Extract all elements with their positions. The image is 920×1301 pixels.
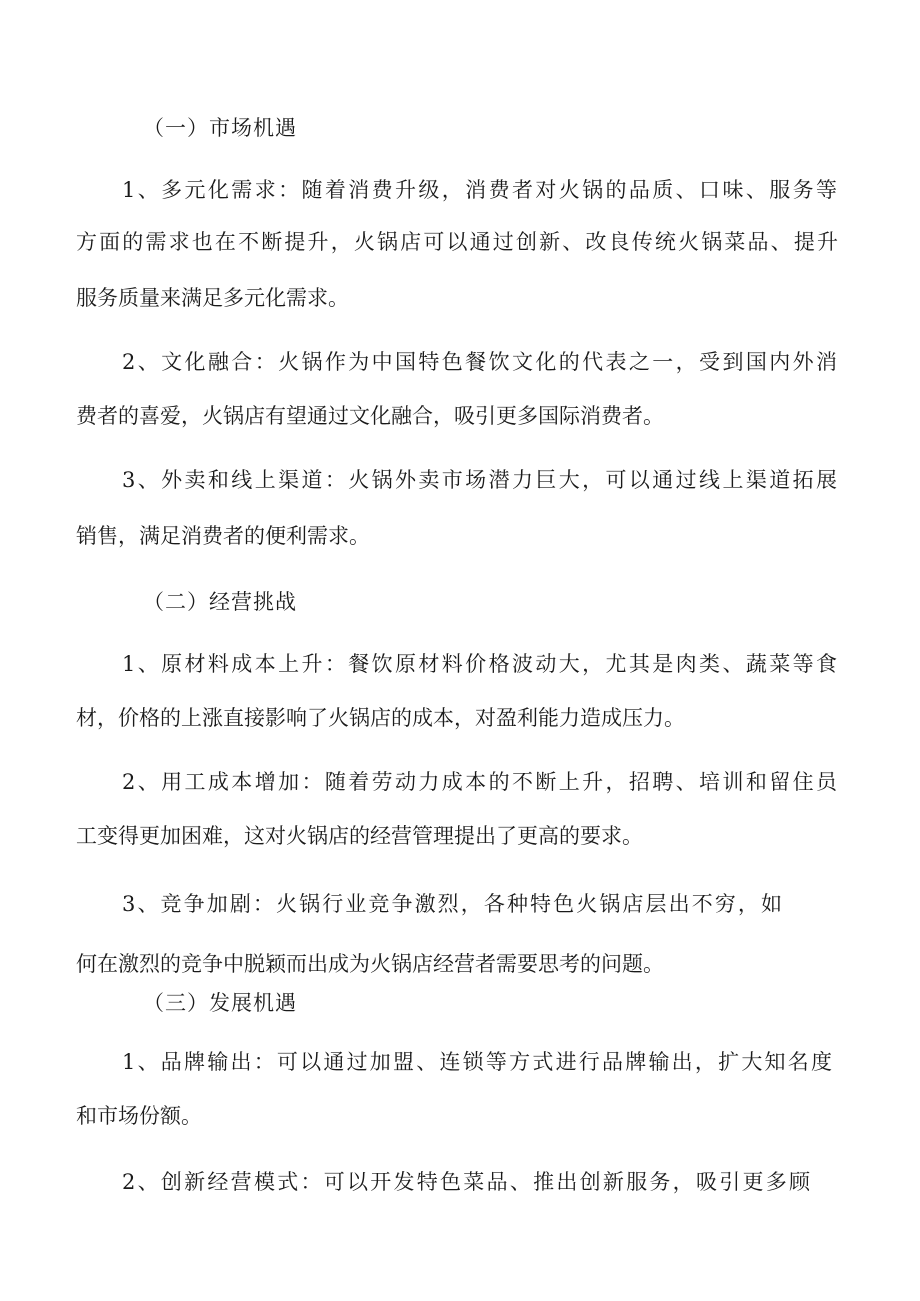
paragraph-line: 费者的喜爱，火锅店有望通过文化融合，吸引更多国际消费者。	[76, 404, 664, 428]
paragraph-line: 何在激烈的竞争中脱颖而出成为火锅店经营者需要思考的问题。	[76, 952, 664, 976]
paragraph-line: 2、用工成本增加：随着劳动力成本的不断上升，招聘、培训和留住员	[122, 770, 837, 794]
paragraph-line: 服务质量来满足多元化需求。	[76, 286, 349, 310]
paragraph-line: 销售，满足消费者的便利需求。	[76, 524, 370, 548]
paragraph-line: 1、原材料成本上升：餐饮原材料价格波动大，尤其是肉类、蔬菜等食	[122, 652, 837, 676]
paragraph-line: 工变得更加困难，这对火锅店的经营管理提出了更高的要求。	[76, 824, 643, 848]
paragraph-line: 材，价格的上涨直接影响了火锅店的成本，对盈利能力造成压力。	[76, 706, 685, 730]
paragraph-line: 3、竞争加剧：火锅行业竞争激烈，各种特色火锅店层出不穷，如	[122, 892, 782, 916]
paragraph-line: 1、品牌输出：可以通过加盟、连锁等方式进行品牌输出，扩大知名度	[122, 1050, 832, 1074]
section-heading: （三）发展机遇	[143, 991, 297, 1015]
paragraph-line: 2、文化融合：火锅作为中国特色餐饮文化的代表之一，受到国内外消	[122, 350, 837, 374]
section-heading: （一）市场机遇	[143, 116, 297, 140]
paragraph-line: 3、外卖和线上渠道：火锅外卖市场潜力巨大，可以通过线上渠道拓展	[122, 468, 837, 492]
section-heading: （二）经营挑战	[143, 590, 297, 614]
paragraph-line: 2、创新经营模式：可以开发特色菜品、推出创新服务，吸引更多顾	[122, 1170, 810, 1194]
paragraph-line: 和市场份额。	[76, 1104, 202, 1128]
paragraph-line: 1、多元化需求：随着消费升级，消费者对火锅的品质、口味、服务等	[122, 178, 837, 202]
paragraph-line: 方面的需求也在不断提升，火锅店可以通过创新、改良传统火锅菜品、提升	[76, 230, 838, 254]
